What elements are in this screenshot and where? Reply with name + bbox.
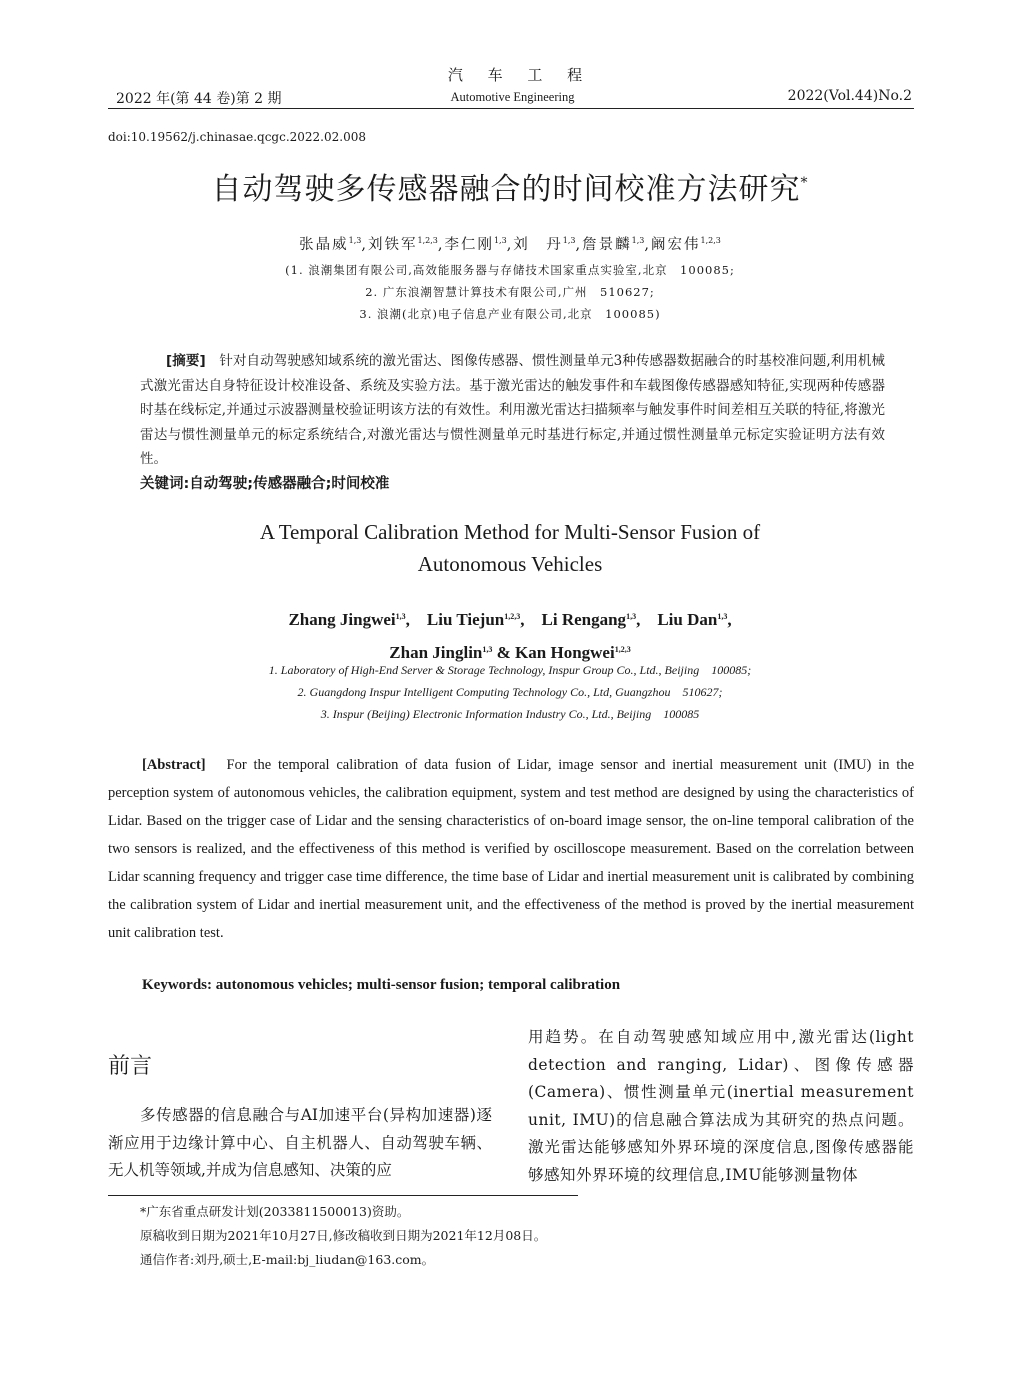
affiliation-en-1: 1. Laboratory of High-End Server & Storage Technology, Inspur Group Co., Ltd., Beijing 100085; <box>268 663 752 677</box>
author-cn: 阚宏伟$^{1,2,3}$ <box>650 236 721 253</box>
title-footnote-mark: * <box>800 175 809 191</box>
section-title: 前言 <box>108 1054 153 1079</box>
title-cn-text: 自动驾驶多传感器融合的时间校准方法研究 <box>211 172 801 207</box>
author-en: Kan Hongwei$^{1,2,3}$ <box>515 643 631 662</box>
author-en: Zhang Jingwei$^{1,3}$, <box>288 610 427 629</box>
title-en <box>150 516 870 580</box>
footnote-rule <box>108 1195 578 1196</box>
issue-cn: 2022 年(第 44 卷)第 2 期 <box>116 91 282 107</box>
author-en: Liu Dan$^{1,3}$, <box>657 610 732 629</box>
footnote-funding: *广东省重点研发计划(2033811500013)资助。 <box>140 1204 410 1219</box>
author-cn: 刘 丹$^{1,3}$, <box>513 236 583 253</box>
affiliation-cn-2: 2. 广东浪潮智慧计算技术有限公司,广州 510627; <box>365 285 655 299</box>
affiliation-en-2: 2. Guangdong Inspur Intelligent Computing Technology Co., Ltd, Guangzhou 510627; <box>297 685 723 699</box>
authors-en <box>150 602 870 668</box>
body-left-column: 多传感器的信息融合与AI加速平台(异构加速器)逐渐应用于边缘计算中心、自主机器人、自动驾驶车辆、无人机等领域,并成为信息感知、决策的应 <box>108 1106 492 1179</box>
abstract-en <box>108 751 914 947</box>
abstract-cn <box>140 349 885 472</box>
authors-cn <box>100 233 920 254</box>
doi: doi:10.19562/j.chinasae.qcgc.2022.02.008 <box>108 130 366 144</box>
journal-title-en: Automotive Engineering <box>450 90 575 104</box>
author-en: Zhan Jinglin$^{1,3}$ & <box>389 643 516 662</box>
keywords-cn: 关键词:自动驾驶;传感器融合;时间校准 <box>140 476 390 492</box>
footnote-correspondence: 通信作者:刘丹,硕士,E-mail:bj_liudan@163.com。 <box>140 1252 435 1267</box>
author-en: Liu Tiejun$^{1,2,3}$, <box>426 610 542 629</box>
footnote-dates: 原稿收到日期为2021年10月27日,修改稿收到日期为2021年12月08日。 <box>140 1228 547 1243</box>
abstract-en-label: [Abstract] <box>142 757 206 773</box>
header-rule <box>108 108 914 109</box>
author-cn: 李仁刚$^{1,3}$, <box>444 236 514 253</box>
author-en: Li Rengang$^{1,3}$, <box>541 610 658 629</box>
issue-en: 2022(Vol.44)No.2 <box>787 88 912 104</box>
title-cn <box>100 164 920 208</box>
title-en-line-2: Autonomous Vehicles <box>417 552 603 576</box>
abstract-cn-text: 针对自动驾驶感知域系统的激光雷达、图像传感器、惯性测量单元3种传感器数据融合的时基校准问题,利用机械式激光雷达自身特征设计校准设备、系统及实验方法。基于激光雷达的触发事件和车载图像传感器感知特征,实现两种传感器时基在线标定,并通过示波器测量校验证明该方法的有效性。利用激光雷达扫描频率与触发事件时间差相互关联的特征,将激光雷达与惯性测量单元的标定系统结合,对激光雷达与惯性测量单元时基进行标定,并通过惯性测量单元标定实验证明方法有效性。 <box>140 353 886 467</box>
title-en-line-1: A Temporal Calibration Method for Multi-Sensor Fusion of <box>259 520 761 544</box>
journal-title-cn: 汽 车 工 程 <box>447 66 593 84</box>
abstract-en-text: For the temporal calibration of data fusion of Lidar, image sensor and inertial measurement unit (IMU) in the perception system of autonomous vehicles, the calibration equipment, system and test method are designed by using the characteristics of Lidar. Based on the trigger case of Lidar and the sensing characteristics of on-board image sensor, the on-line temporal calibration of the two sensors is realized, and the effectiveness of this method is verified by oscilloscope measurement. Based on the correlation between Lidar scanning frequency and trigger case time difference, the time base of Lidar and inertial measurement unit is calibrated by combining the calibration system of Lidar and inertial measurement unit, and the effectiveness of the method is proved by the inertial measurement unit calibration test. <box>108 757 915 941</box>
keywords-en: Keywords: autonomous vehicles; multi-sensor fusion; temporal calibration <box>142 977 621 993</box>
affiliation-en-3: 3. Inspur (Beijing) Electronic Information Industry Co., Ltd., Beijing 100085 <box>320 707 700 721</box>
author-cn: 张晶威$^{1,3}$, <box>299 236 368 253</box>
abstract-cn-label: [摘要] <box>166 353 206 369</box>
authors-en-line-1 <box>150 602 870 635</box>
author-cn: 刘铁军$^{1,2,3}$, <box>367 236 445 253</box>
body-right-column: 用趋势。在自动驾驶感知域应用中,激光雷达(light detection and ranging, Lidar)、图像传感器(Camera)、惯性测量单元(inertial measurement unit, IMU)的信息融合算法成为其研究的热点问题。激光雷达能够感知外界环境的深度信息,图像传感器能够感知外界环境的纹理信息,IMU能够测量物体 <box>528 1028 914 1184</box>
author-cn: 詹景麟$^{1,3}$, <box>582 236 651 253</box>
affiliation-cn-3: 3. 浪潮(北京)电子信息产业有限公司,北京 100085) <box>359 307 661 321</box>
affiliation-cn-1: (1. 浪潮集团有限公司,高效能服务器与存储技术国家重点实验室,北京 100085; <box>285 263 735 277</box>
